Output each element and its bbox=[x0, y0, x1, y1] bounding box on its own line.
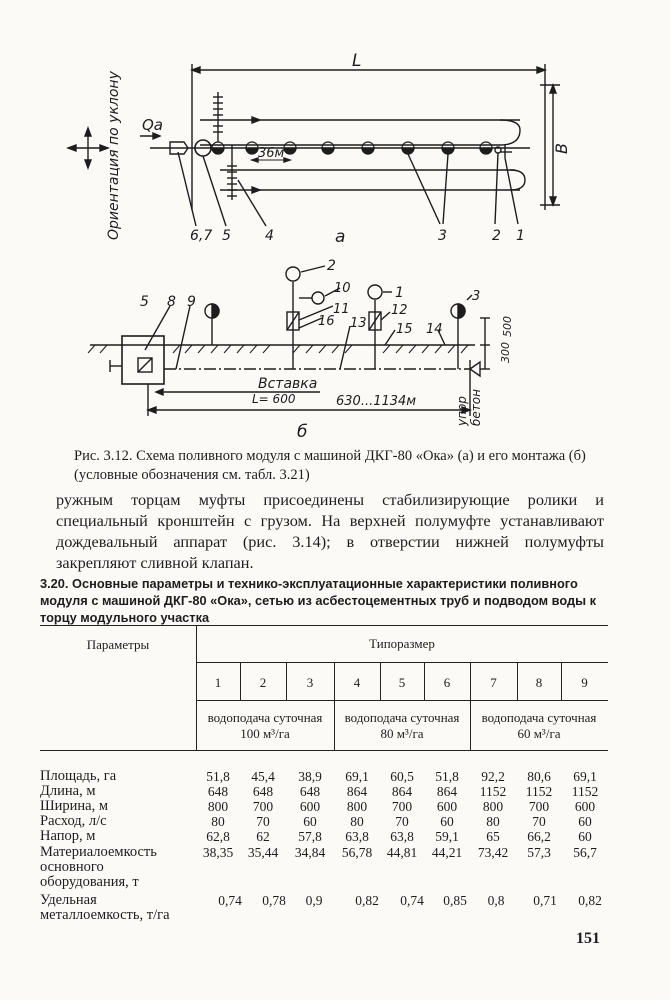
row-label-width: Ширина, м bbox=[40, 798, 109, 814]
table-cell: 80 bbox=[350, 814, 364, 829]
label-a-2: 2 bbox=[492, 228, 501, 244]
table-cell: 62 bbox=[256, 829, 270, 844]
label-b-15: 15 bbox=[396, 322, 413, 337]
size-4: 4 bbox=[353, 675, 361, 690]
size-3: 3 bbox=[306, 675, 314, 690]
table-cell: 34,84 bbox=[294, 845, 326, 860]
dim-L: L bbox=[352, 51, 362, 71]
row-label-head: Напор, м bbox=[40, 828, 96, 844]
insert-label: Вставка bbox=[258, 376, 318, 392]
body-paragraph: ружным торцам муфты присоединены стабилизирующие ролики и специальный кронштейн с грузом. На верхней полумуфте устанавливают дождевальный аппарат (рис. 3.14); в отверстии нижней полумуфты закрепляют сливной клапан. bbox=[56, 490, 604, 572]
table-cell: 700 bbox=[252, 799, 274, 814]
size-8: 8 bbox=[535, 675, 543, 690]
insert-length: L= 600 bbox=[252, 392, 296, 406]
table-cell: 648 bbox=[207, 784, 229, 799]
table-cell: 56,7 bbox=[573, 845, 597, 860]
table-cell: 57,8 bbox=[298, 829, 322, 844]
table-cell: 0,82 bbox=[578, 893, 602, 908]
table-cell: 0,82 bbox=[355, 893, 379, 908]
table-cell: 70 bbox=[532, 814, 546, 829]
table-cell: 69,1 bbox=[345, 769, 369, 784]
size-9: 9 bbox=[581, 675, 588, 690]
table-cell: 70 bbox=[256, 814, 270, 829]
label-b-1: 1 bbox=[395, 285, 404, 301]
row-label-length: Длина, м bbox=[40, 783, 96, 799]
table-cell: 66,2 bbox=[527, 829, 551, 844]
table-cell: 0,74 bbox=[400, 893, 424, 908]
table-cell: 92,2 bbox=[481, 769, 505, 784]
table-cell: 60 bbox=[578, 814, 592, 829]
label-a-3: 3 bbox=[438, 228, 447, 244]
table-cell: 51,8 bbox=[206, 769, 230, 784]
row-label-flow: Расход, л/с bbox=[40, 813, 107, 829]
table-cell: 1152 bbox=[525, 784, 553, 799]
label-b-3: 3 bbox=[472, 289, 481, 304]
group-100: водоподача суточная 100 м³/га bbox=[207, 710, 323, 741]
table-cell: 38,35 bbox=[202, 845, 234, 860]
size-1: 1 bbox=[214, 675, 222, 690]
table-cell: 80,6 bbox=[527, 769, 551, 784]
part-a-label: а bbox=[335, 227, 346, 247]
table-cell: 800 bbox=[482, 799, 504, 814]
table-cell: 63,8 bbox=[345, 829, 369, 844]
table-cell: 70 bbox=[395, 814, 409, 829]
table-cell: 80 bbox=[486, 814, 500, 829]
table-cell: 0,71 bbox=[533, 893, 557, 908]
table-cell: 62,8 bbox=[206, 829, 230, 844]
length-range: 630...1134м bbox=[336, 394, 417, 409]
label-b-10: 10 bbox=[334, 281, 351, 296]
group-60: водоподача суточная 60 м³/га bbox=[481, 710, 597, 741]
dim-B: B bbox=[552, 143, 571, 154]
part-b-label: б bbox=[297, 422, 308, 442]
table-cell: 0,74 bbox=[218, 893, 242, 908]
table-cell: 57,3 bbox=[527, 845, 551, 860]
figure-caption: Рис. 3.12. Схема поливного модуля с машиной ДКГ-80 «Ока» (а) и его монтажа (б) (условные обозначения см. табл. 3.21) bbox=[74, 448, 586, 483]
table-cell: 700 bbox=[528, 799, 550, 814]
table-cell: 80 bbox=[211, 814, 225, 829]
label-a-5: 5 bbox=[222, 228, 231, 244]
table-cell: 864 bbox=[391, 784, 413, 799]
table-cell: 600 bbox=[436, 799, 458, 814]
table-cell: 800 bbox=[207, 799, 229, 814]
table-cell: 864 bbox=[346, 784, 368, 799]
label-b-13: 13 bbox=[350, 316, 367, 331]
module-diagram bbox=[0, 30, 670, 450]
table-cell: 700 bbox=[391, 799, 413, 814]
label-b-11: 11 bbox=[333, 302, 350, 317]
table-cell: 0,9 bbox=[305, 893, 323, 908]
table-cell: 51,8 bbox=[435, 769, 459, 784]
table-cell: 0,78 bbox=[262, 893, 286, 908]
row-label-metal: Удельная металлоемкость, т/га bbox=[40, 892, 170, 923]
table-cell: 35,44 bbox=[247, 845, 279, 860]
size-6: 6 bbox=[443, 675, 451, 690]
row-label-material: Материалоемкость основного оборудования, т bbox=[40, 844, 157, 890]
label-a-4: 4 bbox=[265, 228, 274, 244]
table-cell: 60 bbox=[578, 829, 592, 844]
table-cell: 59,1 bbox=[435, 829, 459, 844]
table-cell: 600 bbox=[574, 799, 596, 814]
table-cell: 45,4 bbox=[251, 769, 275, 784]
table-cell: 648 bbox=[252, 784, 274, 799]
diagram-a bbox=[68, 64, 560, 226]
label-b-5: 5 bbox=[140, 294, 149, 310]
size-7: 7 bbox=[490, 675, 497, 690]
table-cell: 69,1 bbox=[573, 769, 597, 784]
table-cell: 648 bbox=[299, 784, 321, 799]
size-2: 2 bbox=[259, 675, 267, 690]
spacing-label: 36м bbox=[258, 146, 285, 161]
label-b-16: 16 bbox=[318, 314, 335, 329]
dim-500: 500 bbox=[501, 316, 514, 337]
orientation-label: Ориентация по уклону bbox=[106, 71, 122, 240]
stop-label: упор bbox=[455, 396, 469, 426]
table-cell: 65 bbox=[486, 829, 500, 844]
header-params: Параметры bbox=[86, 637, 150, 652]
table-cell: 44,21 bbox=[431, 845, 463, 860]
concrete-label: бетон bbox=[469, 389, 483, 426]
table-cell: 600 bbox=[299, 799, 321, 814]
table-title: 3.20. Основные параметры и технико-эксплуатационные характеристики поливного модуля с машиной ДКГ-80 «Ока», сетью из асбестоцементных труб и подводом воды к торцу модульного участка bbox=[40, 576, 597, 625]
flow-label: Qa bbox=[142, 116, 163, 134]
label-b-8: 8 bbox=[167, 294, 176, 310]
label-b-12: 12 bbox=[391, 303, 408, 318]
group-80: водоподача суточная 80 м³/га bbox=[344, 710, 460, 741]
header-type: Типоразмер bbox=[369, 636, 435, 651]
label-b-9: 9 bbox=[187, 294, 196, 310]
label-b-14: 14 bbox=[426, 322, 443, 337]
table-cell: 1152 bbox=[479, 784, 507, 799]
row-label-area: Площадь, га bbox=[40, 768, 117, 784]
table-cell: 800 bbox=[346, 799, 368, 814]
table-cell: 63,8 bbox=[390, 829, 414, 844]
table-cell: 38,9 bbox=[298, 769, 322, 784]
size-5: 5 bbox=[398, 675, 406, 690]
table-cell: 1152 bbox=[571, 784, 599, 799]
table-cell: 0,85 bbox=[443, 893, 467, 908]
table-cell: 0,8 bbox=[487, 893, 505, 908]
table-cell: 60 bbox=[303, 814, 317, 829]
label-a-1: 1 bbox=[516, 228, 525, 244]
table-cell: 60 bbox=[440, 814, 454, 829]
label-b-2: 2 bbox=[327, 258, 336, 274]
table-cell: 56,78 bbox=[341, 845, 373, 860]
page-number: 151 bbox=[576, 930, 600, 947]
table-cell: 44,81 bbox=[386, 845, 418, 860]
dim-300: 300 bbox=[499, 342, 512, 363]
label-a-67: 6,7 bbox=[190, 228, 213, 244]
table-cell: 864 bbox=[436, 784, 458, 799]
table-cell: 73,42 bbox=[477, 845, 509, 860]
table-cell: 60,5 bbox=[390, 769, 414, 784]
